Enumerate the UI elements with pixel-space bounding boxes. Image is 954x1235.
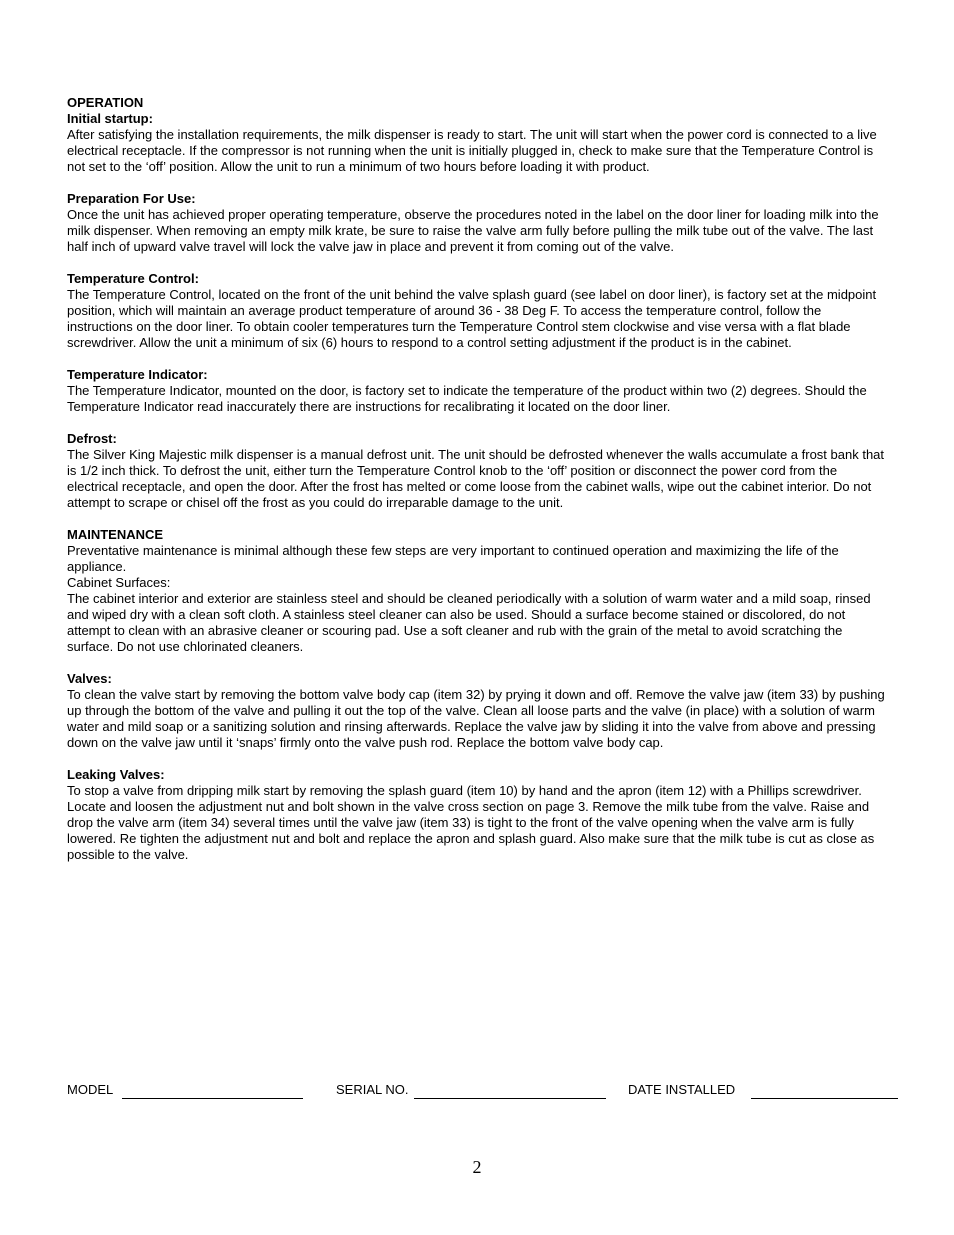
section-maintenance [67,527,889,655]
section-leaking-valves [67,767,889,863]
paragraph-maintenance-intro: Preventative maintenance is minimal although these few steps are very important to continued operation and maximizing the life of the appliance. [67,543,839,574]
heading-initial-startup: Initial startup: [67,111,153,126]
heading-temperature-control: Temperature Control: [67,271,199,286]
paragraph-defrost: The Silver King Majestic milk dispenser is a manual defrost unit. The unit should be defrosted whenever the walls accumulate a frost bank that is 1/2 inch thick. To defrost the unit, either turn the Temperature Control knob to the ‘off’ position or disconnect the power cord from the electrical receptacle, and open the door. After the frost has melted or come loose from the cabinet walls, wipe out the cabinet interior. Do not attempt to scrape or chisel off the frost as you could do irreparable damage to the unit. [67,447,885,510]
page-number: 2 [472,1157,482,1177]
heading-operation: OPERATION [67,95,144,110]
paragraph-valves: To clean the valve start by removing the bottom valve body cap (item 32) by prying it down and off. Remove the valve jaw (item 33) by pushing up through the bottom of the valve and pulling it out the top of the valve. Clean all loose parts and the valve (in place) with a solution of warm water and mild soap or a sanitizing solution and rinsing afterwards. Replace the valve jaw by sliding it into the valve from above and pressing down on the valve jaw until it ‘snaps’ firmly onto the valve push rod. Replace the bottom valve body cap. [67,687,885,750]
heading-defrost: Defrost: [67,431,117,446]
model-label: MODEL [67,1082,114,1097]
model-blank-line[interactable] [122,1098,303,1099]
paragraph-leaking-valves: To stop a valve from dripping milk start by removing the splash guard (item 10) by hand and the apron (item 12) with a Phillips screwdriver. Locate and loosen the adjustment nut and bolt shown in the valve cross section on page 3. Remove the milk tube from the valve. Raise and drop the valve arm (item 34) several times until the valve jaw (item 33) is tight to the front of the valve opening when the valve arm is fully lowered. Re tighten the adjustment nut and bolt and replace the apron and splash guard. Also make sure that the milk tube is cut as close as possible to the valve. [67,783,875,862]
date-installed-blank-line[interactable] [751,1098,898,1099]
document-body [67,95,889,879]
paragraph-cabinet-surfaces: The cabinet interior and exterior are stainless steel and should be cleaned periodically with a solution of warm water and a mild soap, rinsed and wiped dry with a clean soft cloth. A stainless steel cleaner can also be used. Should a surface become stained or discolored, do not attempt to clean with an abrasive cleaner or scouring pad. Use a soft cleaner and rub with the grain of the metal to avoid scratching the surface. Do not use chlorinated cleaners. [67,591,871,654]
paragraph-preparation: Once the unit has achieved proper operating temperature, observe the procedures noted in the label on the door liner for loading milk into the milk dispenser. When removing an empty milk krate, be sure to raise the valve arm fully before pulling the milk tube out of the valve. The last half inch of upward valve travel will lock the valve jaw in place and prevent it from coming out of the valve. [67,207,879,254]
section-valves [67,671,889,751]
section-defrost [67,431,889,511]
paragraph-temperature-indicator: The Temperature Indicator, mounted on the door, is factory set to indicate the temperature of the product within two (2) degrees. Should the Temperature Indicator read inaccurately there are instructions for recalibrating it located on the door liner. [67,383,867,414]
label-cabinet-surfaces: Cabinet Surfaces: [67,575,171,590]
model-field [67,1082,113,1098]
section-temperature-indicator [67,367,889,415]
section-preparation [67,191,889,255]
section-temperature-control [67,271,889,351]
heading-maintenance: MAINTENANCE [67,527,164,542]
serial-blank-line[interactable] [414,1098,606,1099]
date-installed-label: DATE INSTALLED [628,1082,736,1097]
serial-field [336,1082,408,1098]
paragraph-temperature-control: The Temperature Control, located on the front of the unit behind the valve splash guard (see label on door liner), is factory set at the midpoint position, which will maintain an average product temperature of around 36 - 38 Deg F. To access the temperature control, follow the instructions on the door liner. To obtain cooler temperatures turn the Temperature Control stem clockwise and vise versa with a flat blade screwdriver. Allow the unit a minimum of six (6) hours to respond to a control setting adjustment if the product is in the cabinet. [67,287,877,350]
heading-preparation: Preparation For Use: [67,191,196,206]
date-installed-field [628,1082,735,1098]
serial-label: SERIAL NO. [336,1082,409,1097]
heading-temperature-indicator: Temperature Indicator: [67,367,208,382]
section-operation [67,95,889,175]
heading-leaking-valves: Leaking Valves: [67,767,165,782]
heading-valves: Valves: [67,671,112,686]
paragraph-initial-startup: After satisfying the installation requirements, the milk dispenser is ready to start. The unit will start when the power cord is connected to a live electrical receptacle. If the compressor is not running when the unit is initially plugged in, check to make sure that the Temperature Control is not set to the ‘off’ position. Allow the unit to run a minimum of two hours before loading it with product. [67,127,877,174]
